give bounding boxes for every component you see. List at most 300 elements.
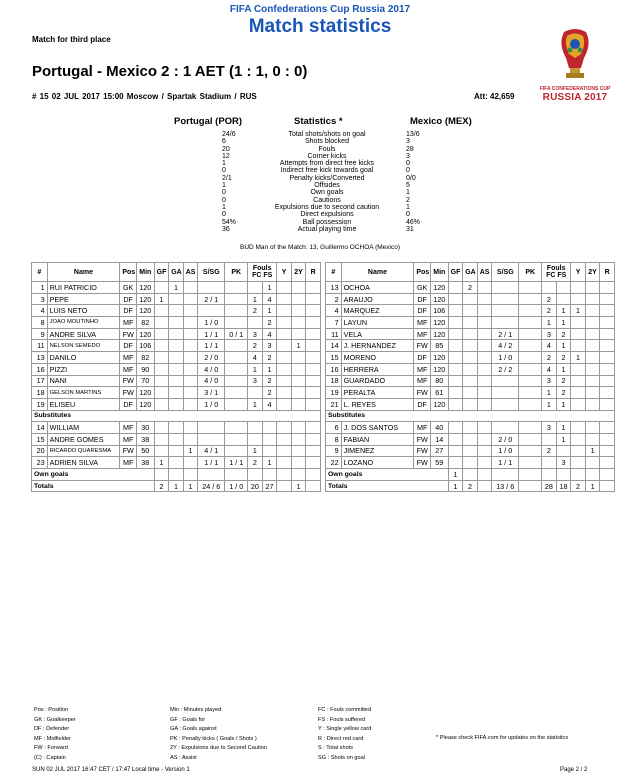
player-ga bbox=[169, 363, 184, 375]
player-fc: 4 bbox=[248, 352, 263, 364]
player-number: 8 bbox=[326, 433, 342, 445]
legend-col-1 bbox=[34, 706, 76, 764]
player-fs: 1 bbox=[556, 422, 571, 434]
player-minutes: 38 bbox=[136, 457, 154, 469]
player-position: MF bbox=[120, 422, 137, 434]
player-number: 14 bbox=[32, 422, 48, 434]
player-r bbox=[600, 317, 615, 329]
player-name: PIZZI bbox=[47, 363, 120, 375]
stat-away-value: 2 bbox=[406, 196, 410, 204]
player-gf bbox=[448, 328, 463, 340]
legend-item: FS : Fouls suffered bbox=[318, 716, 366, 723]
player-position: MF bbox=[414, 317, 431, 329]
player-fs: 1 bbox=[556, 305, 571, 317]
player-ssg: 3 / 1 bbox=[198, 387, 225, 399]
player-name: LAYUN bbox=[341, 317, 414, 329]
competition-title: FIFA Confederations Cup Russia 2017 bbox=[229, 4, 411, 15]
col-header-as: AS bbox=[477, 263, 492, 282]
player-ssg bbox=[492, 305, 519, 317]
player-ssg: 1 / 0 bbox=[492, 445, 519, 457]
own-goals-as bbox=[477, 469, 492, 481]
player-y bbox=[277, 422, 292, 434]
player-ssg bbox=[198, 282, 225, 294]
player-as bbox=[183, 293, 198, 305]
col-header-as: AS bbox=[183, 263, 198, 282]
legend-item: MF : Midfielder bbox=[34, 735, 71, 742]
col-header-pk: PK bbox=[225, 263, 248, 282]
player-y2: 1 bbox=[291, 340, 306, 352]
player-y: 1 bbox=[571, 352, 586, 364]
player-r bbox=[600, 457, 615, 469]
player-pk bbox=[225, 317, 248, 329]
logo-small-text: FIFA CONFEDERATIONS CUP bbox=[539, 86, 611, 92]
stat-row bbox=[222, 175, 432, 182]
player-as bbox=[477, 445, 492, 457]
stat-row bbox=[222, 197, 432, 204]
legend-item: Min : Minutes played bbox=[170, 707, 222, 713]
stat-label: Total shots/shots on goal bbox=[288, 131, 366, 138]
player-fs: 1 bbox=[262, 363, 277, 375]
player-y bbox=[571, 317, 586, 329]
player-r bbox=[600, 305, 615, 317]
player-row bbox=[326, 305, 615, 317]
player-ga bbox=[169, 317, 184, 329]
player-name: NANI bbox=[47, 375, 120, 387]
own-goals-fc bbox=[542, 469, 557, 481]
player-gf bbox=[154, 317, 169, 329]
stat-row bbox=[222, 138, 432, 145]
player-y bbox=[571, 363, 586, 375]
player-r bbox=[306, 363, 321, 375]
player-pk bbox=[519, 433, 542, 445]
player-pk bbox=[225, 363, 248, 375]
stat-home-value: 36 bbox=[222, 225, 230, 233]
player-gf bbox=[448, 375, 463, 387]
player-fs: 2 bbox=[262, 352, 277, 364]
totals-as: 1 bbox=[183, 480, 198, 492]
col-header-fc: FC bbox=[546, 272, 556, 279]
player-position: DF bbox=[414, 398, 431, 410]
player-fc: 2 bbox=[542, 305, 557, 317]
col-header-r: R bbox=[306, 263, 321, 282]
player-row bbox=[32, 340, 321, 352]
own-goals-gf: 1 bbox=[448, 469, 463, 481]
player-fc bbox=[248, 317, 263, 329]
player-number: 11 bbox=[326, 328, 342, 340]
player-row bbox=[326, 433, 615, 445]
player-minutes: 40 bbox=[430, 422, 448, 434]
stat-label: Direct expulsions bbox=[300, 211, 354, 219]
own-goals-fs bbox=[262, 469, 277, 481]
player-gf bbox=[154, 398, 169, 410]
player-pk bbox=[519, 352, 542, 364]
home-table-header bbox=[32, 263, 321, 282]
player-number: 9 bbox=[326, 445, 342, 457]
player-r bbox=[306, 387, 321, 399]
player-pk bbox=[225, 422, 248, 434]
stat-home-value: 24/6 bbox=[222, 131, 236, 138]
player-ssg bbox=[492, 375, 519, 387]
col-header-y: Y bbox=[571, 263, 586, 282]
totals-pk bbox=[519, 480, 542, 492]
player-ga bbox=[463, 328, 478, 340]
player-fs: 1 bbox=[262, 305, 277, 317]
stat-away-value: 5 bbox=[406, 182, 410, 190]
player-number: 15 bbox=[326, 352, 342, 364]
totals-y2: 1 bbox=[585, 480, 600, 492]
player-minutes: 14 bbox=[430, 433, 448, 445]
player-as bbox=[477, 293, 492, 305]
player-number: 19 bbox=[326, 387, 342, 399]
player-y2 bbox=[291, 317, 306, 329]
player-minutes: 120 bbox=[430, 352, 448, 364]
player-ssg: 1 / 1 bbox=[198, 328, 225, 340]
player-fs bbox=[556, 445, 571, 457]
player-y2 bbox=[291, 375, 306, 387]
totals-fs: 27 bbox=[262, 480, 277, 492]
own-goals-gf bbox=[154, 469, 169, 481]
player-y bbox=[277, 305, 292, 317]
legend-item: GA : Goals against bbox=[170, 726, 217, 733]
page-title: Match statistics bbox=[248, 16, 392, 37]
player-gf bbox=[448, 387, 463, 399]
stat-row bbox=[222, 153, 432, 160]
player-y bbox=[277, 457, 292, 469]
legend-item: GK : Goalkeeper bbox=[34, 716, 76, 723]
player-fc: 3 bbox=[542, 328, 557, 340]
col-header-name: Name bbox=[47, 263, 120, 282]
player-fc: 1 bbox=[248, 293, 263, 305]
player-as bbox=[477, 363, 492, 375]
player-gf bbox=[448, 457, 463, 469]
own-goals-pk bbox=[225, 469, 248, 481]
player-y2 bbox=[585, 375, 600, 387]
player-pk bbox=[519, 457, 542, 469]
player-y bbox=[277, 387, 292, 399]
own-goals-y2 bbox=[291, 469, 306, 481]
stat-label: Expulsions due to second caution bbox=[274, 203, 380, 211]
player-as bbox=[183, 422, 198, 434]
player-fs: 2 bbox=[556, 375, 571, 387]
totals-ssg: 24 / 6 bbox=[198, 480, 225, 492]
player-row bbox=[326, 352, 615, 364]
col-header-pos: Pos bbox=[414, 263, 431, 282]
player-name: ADRIEN SILVA bbox=[47, 457, 120, 469]
stat-row bbox=[222, 226, 432, 233]
player-y2 bbox=[291, 352, 306, 364]
player-as bbox=[183, 305, 198, 317]
player-fs bbox=[556, 282, 571, 294]
player-r bbox=[306, 293, 321, 305]
player-r bbox=[600, 363, 615, 375]
player-row bbox=[326, 293, 615, 305]
col-header-ga: GA bbox=[463, 263, 478, 282]
player-ga bbox=[169, 457, 184, 469]
player-name: GELSON MARTINS bbox=[47, 387, 120, 399]
fouls-sublabels bbox=[544, 272, 568, 279]
stat-row bbox=[222, 189, 432, 196]
player-minutes: 70 bbox=[136, 375, 154, 387]
player-gf bbox=[448, 398, 463, 410]
player-position: DF bbox=[414, 352, 431, 364]
stat-away-value: 0 bbox=[406, 211, 410, 219]
player-minutes: 120 bbox=[136, 328, 154, 340]
player-y2 bbox=[291, 422, 306, 434]
totals-ga: 1 bbox=[169, 480, 184, 492]
stat-home-value: 0 bbox=[222, 211, 226, 219]
totals-r bbox=[600, 480, 615, 492]
stat-label: Fouls bbox=[318, 145, 336, 153]
player-minutes: 82 bbox=[136, 317, 154, 329]
own-goals-y bbox=[571, 469, 586, 481]
player-minutes: 120 bbox=[430, 293, 448, 305]
stat-home-value: 54% bbox=[222, 218, 237, 226]
player-y bbox=[571, 457, 586, 469]
player-row bbox=[326, 363, 615, 375]
player-ssg bbox=[492, 293, 519, 305]
player-r bbox=[306, 352, 321, 364]
player-ga bbox=[169, 398, 184, 410]
player-minutes: 30 bbox=[136, 422, 154, 434]
player-fc: 4 bbox=[542, 363, 557, 375]
player-position: FW bbox=[414, 387, 431, 399]
player-gf bbox=[154, 340, 169, 352]
player-ssg bbox=[198, 305, 225, 317]
player-gf bbox=[154, 363, 169, 375]
player-fc: 3 bbox=[542, 375, 557, 387]
player-y bbox=[571, 282, 586, 294]
player-gf bbox=[154, 352, 169, 364]
player-gf bbox=[154, 433, 169, 445]
player-pk bbox=[519, 387, 542, 399]
player-y2 bbox=[291, 433, 306, 445]
legend-col-2 bbox=[170, 706, 267, 764]
player-as bbox=[477, 282, 492, 294]
player-y bbox=[277, 317, 292, 329]
player-row bbox=[326, 422, 615, 434]
player-ga bbox=[463, 387, 478, 399]
player-number: 8 bbox=[32, 317, 48, 329]
legend-note: * Please check FIFA.com for updates on the statistics bbox=[436, 735, 569, 741]
player-position: FW bbox=[120, 387, 137, 399]
player-name: VELA bbox=[341, 328, 414, 340]
player-ga bbox=[463, 422, 478, 434]
player-row bbox=[32, 457, 321, 469]
player-fs: 1 bbox=[556, 340, 571, 352]
player-r bbox=[306, 398, 321, 410]
player-number: 20 bbox=[32, 445, 48, 457]
team-statistics bbox=[222, 131, 432, 233]
player-y2 bbox=[585, 433, 600, 445]
player-fc bbox=[248, 433, 263, 445]
player-as bbox=[183, 317, 198, 329]
player-as bbox=[183, 433, 198, 445]
player-fc: 2 bbox=[542, 352, 557, 364]
player-fc: 1 bbox=[248, 445, 263, 457]
player-position: FW bbox=[120, 328, 137, 340]
player-ssg: 1 / 0 bbox=[198, 398, 225, 410]
col-header-fs: FS bbox=[263, 272, 273, 279]
stat-row bbox=[222, 167, 432, 174]
player-gf bbox=[448, 317, 463, 329]
player-row bbox=[32, 363, 321, 375]
player-ssg: 1 / 0 bbox=[198, 317, 225, 329]
player-r bbox=[600, 398, 615, 410]
col-header-num: # bbox=[32, 263, 48, 282]
player-pk bbox=[519, 375, 542, 387]
player-minutes: 85 bbox=[430, 340, 448, 352]
player-name: GUARDADO bbox=[341, 375, 414, 387]
player-number: 16 bbox=[32, 363, 48, 375]
player-y bbox=[571, 375, 586, 387]
legend-item: PK : Penalty kicks ( Goals / Shots ) bbox=[170, 735, 257, 742]
player-name: MORENO bbox=[341, 352, 414, 364]
player-position: FW bbox=[120, 375, 137, 387]
player-fs: 3 bbox=[262, 340, 277, 352]
player-row bbox=[32, 305, 321, 317]
stat-away-value: 28 bbox=[406, 145, 414, 153]
totals-gf: 1 bbox=[448, 480, 463, 492]
player-y2: 1 bbox=[585, 445, 600, 457]
stat-label: Penalty kicks/Converted bbox=[289, 174, 365, 182]
player-ga bbox=[169, 445, 184, 457]
player-ssg bbox=[492, 422, 519, 434]
col-header-pk: PK bbox=[519, 263, 542, 282]
player-fs bbox=[556, 293, 571, 305]
player-y2 bbox=[585, 340, 600, 352]
player-y2 bbox=[291, 398, 306, 410]
player-row bbox=[32, 282, 321, 294]
player-position: MF bbox=[120, 433, 137, 445]
stat-label: Offsides bbox=[314, 182, 340, 190]
col-header-fc: FC bbox=[252, 272, 262, 279]
player-ssg bbox=[492, 387, 519, 399]
own-goals-r bbox=[600, 469, 615, 481]
player-position: MF bbox=[414, 328, 431, 340]
player-gf bbox=[154, 282, 169, 294]
player-pk bbox=[519, 293, 542, 305]
stat-home-value: 20 bbox=[222, 145, 230, 153]
player-as bbox=[477, 433, 492, 445]
player-ssg: 1 / 0 bbox=[492, 352, 519, 364]
player-row bbox=[32, 328, 321, 340]
player-gf bbox=[448, 363, 463, 375]
player-as bbox=[183, 363, 198, 375]
col-header-min: Min bbox=[136, 263, 154, 282]
player-fc: 4 bbox=[542, 340, 557, 352]
player-pk bbox=[225, 305, 248, 317]
player-ga bbox=[169, 375, 184, 387]
player-row bbox=[32, 433, 321, 445]
player-ssg: 2 / 1 bbox=[198, 293, 225, 305]
player-number: 18 bbox=[326, 375, 342, 387]
player-r bbox=[600, 433, 615, 445]
player-as bbox=[183, 328, 198, 340]
player-y2 bbox=[585, 305, 600, 317]
player-r bbox=[600, 375, 615, 387]
own-goals-y2 bbox=[585, 469, 600, 481]
player-name: PEPE bbox=[47, 293, 120, 305]
player-y bbox=[571, 445, 586, 457]
substitutes-label: Substitutes bbox=[32, 410, 321, 422]
player-minutes: 120 bbox=[430, 328, 448, 340]
player-gf bbox=[154, 445, 169, 457]
player-as bbox=[183, 375, 198, 387]
totals-r bbox=[306, 480, 321, 492]
stat-label: Own goals bbox=[310, 189, 344, 197]
player-y bbox=[571, 398, 586, 410]
logo-big-text: RUSSIA 2017 bbox=[542, 92, 608, 103]
player-row bbox=[326, 317, 615, 329]
away-table-header bbox=[326, 263, 615, 282]
fouls-label: Fouls bbox=[546, 265, 566, 272]
stat-home-value: 1 bbox=[222, 160, 226, 168]
legend-item: FW : Forward bbox=[34, 745, 68, 752]
player-name: ARAUJO bbox=[341, 293, 414, 305]
player-number: 9 bbox=[32, 328, 48, 340]
player-y2 bbox=[585, 317, 600, 329]
player-position: MF bbox=[414, 375, 431, 387]
player-fc bbox=[248, 387, 263, 399]
col-header-y2: 2Y bbox=[291, 263, 306, 282]
player-r bbox=[306, 375, 321, 387]
player-name: ELISEU bbox=[47, 398, 120, 410]
player-y2 bbox=[585, 293, 600, 305]
player-minutes: 90 bbox=[136, 363, 154, 375]
player-number: 21 bbox=[326, 398, 342, 410]
player-number: 4 bbox=[32, 305, 48, 317]
col-header-y2: 2Y bbox=[585, 263, 600, 282]
stat-away-value: 0/0 bbox=[406, 174, 416, 182]
player-row bbox=[326, 328, 615, 340]
player-ssg: 2 / 1 bbox=[492, 328, 519, 340]
player-gf bbox=[154, 422, 169, 434]
player-pk bbox=[519, 398, 542, 410]
player-y: 1 bbox=[571, 305, 586, 317]
player-pk bbox=[225, 433, 248, 445]
player-position: DF bbox=[120, 305, 137, 317]
fouls-label: Fouls bbox=[252, 265, 272, 272]
player-gf bbox=[448, 445, 463, 457]
player-row bbox=[32, 352, 321, 364]
player-number: 11 bbox=[32, 340, 48, 352]
player-fc: 2 bbox=[248, 305, 263, 317]
stat-home-value: 1 bbox=[222, 182, 226, 190]
player-position: GK bbox=[414, 282, 431, 294]
own-goals-label: Own goals bbox=[32, 469, 155, 481]
player-name: J. HERNANDEZ bbox=[341, 340, 414, 352]
player-ga bbox=[169, 328, 184, 340]
player-minutes: 120 bbox=[136, 387, 154, 399]
player-ga bbox=[463, 457, 478, 469]
player-gf bbox=[448, 433, 463, 445]
player-number: 16 bbox=[326, 363, 342, 375]
page-number: Page 2 / 2 bbox=[560, 767, 588, 773]
player-y bbox=[277, 352, 292, 364]
stat-away-value: 13/6 bbox=[406, 131, 420, 138]
player-fc bbox=[248, 282, 263, 294]
player-y bbox=[277, 445, 292, 457]
player-fs: 2 bbox=[262, 317, 277, 329]
own-goals-ssg bbox=[198, 469, 225, 481]
player-number: 13 bbox=[32, 352, 48, 364]
match-result: Portugal - Mexico 2 : 1 AET (1 : 1, 0 : 0) bbox=[32, 63, 308, 80]
stat-row bbox=[222, 182, 432, 189]
col-header-r: R bbox=[600, 263, 615, 282]
player-fs bbox=[262, 445, 277, 457]
header-row bbox=[32, 263, 321, 282]
player-number: 3 bbox=[32, 293, 48, 305]
